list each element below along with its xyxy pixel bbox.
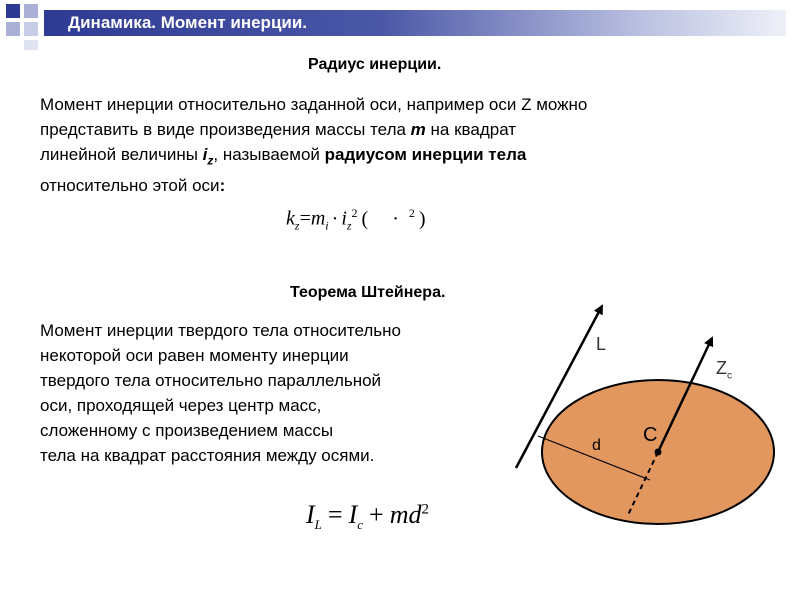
mass-symbol: m	[410, 120, 426, 139]
center-of-mass-point	[655, 449, 662, 456]
text-span: относительно этой оси	[40, 176, 220, 196]
paragraph-line: сложенному с произведением массы	[40, 421, 334, 440]
text-span: представить в виде произведения массы тела	[40, 120, 411, 139]
paragraph-line: твердого тела относительно параллельной	[40, 371, 382, 390]
paragraph-line: Момент инерции твердого тела относительно	[40, 321, 402, 340]
text-span: , называемой	[213, 145, 325, 164]
radius-symbol: $i_z$	[202, 145, 214, 168]
label-c: C	[643, 424, 658, 446]
steiner-formula: $I_L = I_c + md^2$	[306, 500, 429, 533]
radius-formula: $k_z=m_i \cdot i_z^2$ ( · $^2$ )	[286, 206, 426, 233]
bold-term: радиусом инерции тела	[324, 145, 527, 164]
section-title-radius: Радиус инерции.	[308, 56, 442, 73]
label-l: L	[596, 334, 607, 354]
paragraph-line: Момент инерции относительно заданной оси, например оси Z можно	[40, 95, 588, 114]
slide-title: Динамика. Момент инерции.	[68, 13, 308, 32]
paragraph-line: оси, проходящей через центр масс,	[40, 396, 322, 415]
paragraph-line: некоторой оси равен моменту инерции	[40, 346, 349, 365]
label-zc: $Z_c$	[716, 358, 732, 382]
paragraph-line: тела на квадрат расстояния между осями.	[40, 446, 375, 465]
colon: :	[219, 176, 226, 196]
section-title-steiner: Теорема Штейнера.	[290, 284, 446, 301]
label-d: d	[592, 437, 601, 454]
text-span: линейной величины	[40, 145, 203, 164]
text-span: на квадрат	[425, 120, 517, 139]
